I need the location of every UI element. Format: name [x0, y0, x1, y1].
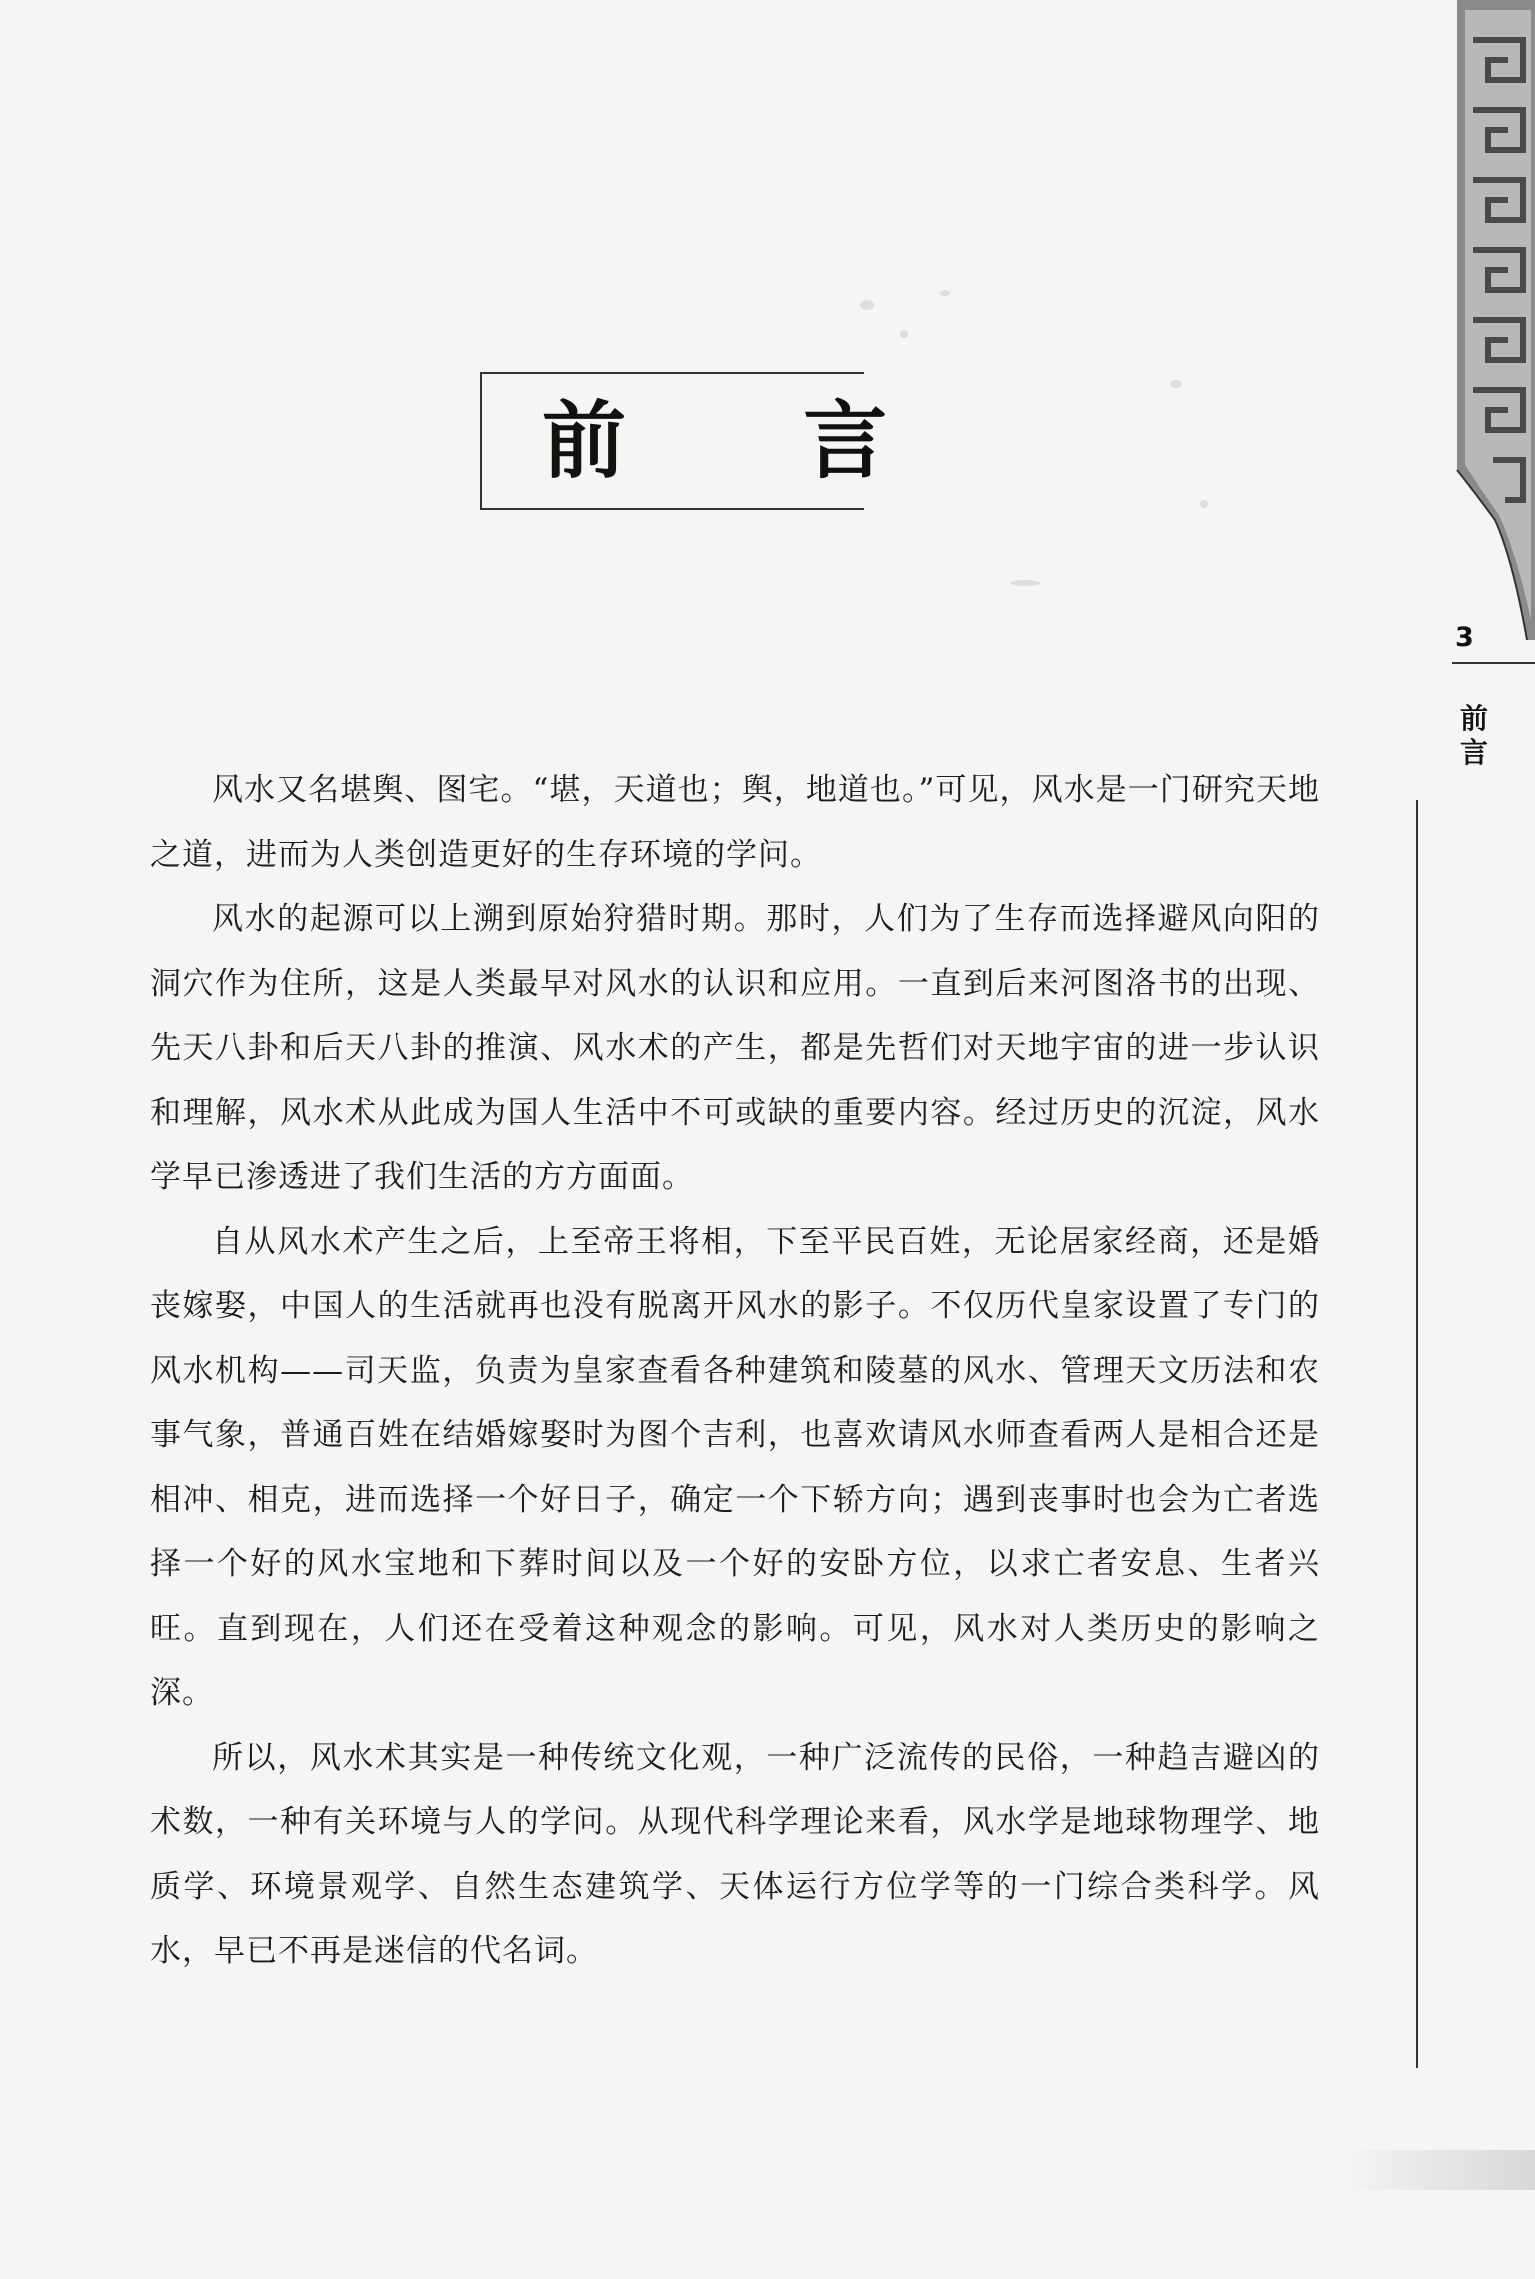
page-number: 3 — [1455, 622, 1474, 653]
paragraph: 自从风水术产生之后，上至帝王将相，下至平民百姓，无论居家经商，还是婚丧嫁娶，中国人的生活就再也没有脱离开风水的影子。不仅历代皇家设置了专门的风水机构——司天监，负责为皇家查看各种建筑和陵墓的风水、管理天文历法和农事气象，普通百姓在结婚嫁娶时为图个吉利，也喜欢请风水师查看两人是相合还是相冲、相克，进而选择一个好日子，确定一个下轿方向；遇到丧事时也会为亡者选择一个好的风水宝地和下葬时间以及一个好的安卧方位，以求亡者安息、生者兴旺。直到现在，人们还在受着这种观念的影响。可见，风水对人类历史的影响之深。 — [150, 1223, 1320, 1711]
scan-shadow — [1340, 2150, 1535, 2190]
paper-speck — [860, 300, 874, 310]
paper-speck — [1010, 580, 1040, 586]
page-title: 前 言 — [542, 391, 962, 490]
paragraph: 风水又名堪舆、图宅。“堪，天道也；舆，地道也。”可见，风水是一门研究天地之道，进而为人类创造更好的生存环境的学问。 — [150, 772, 1320, 873]
body-text — [150, 758, 1320, 1984]
paper-speck — [1170, 380, 1182, 388]
decorative-side-tab — [1443, 0, 1535, 640]
side-vertical-rule — [1416, 800, 1418, 2068]
title-box — [480, 372, 962, 510]
paper-speck — [900, 330, 908, 338]
side-divider — [1452, 662, 1535, 664]
paragraph: 风水的起源可以上溯到原始狩猎时期。那时，人们为了生存而选择避风向阳的洞穴作为住所，这是人类最早对风水的认识和应用。一直到后来河图洛书的出现、先天八卦和后天八卦的推演、风水术的产生，都是先哲们对天地宇宙的进一步认识和理解，风水术从此成为国人生活中不可或缺的重要内容。经过历史的沉淀，风水学早已渗透进了我们生活的方方面面。 — [150, 901, 1320, 1195]
paragraph: 所以，风水术其实是一种传统文化观，一种广泛流传的民俗，一种趋吉避凶的术数，一种有关环境与人的学问。从现代科学理论来看，风水学是地球物理学、地质学、环境景观学、自然生态建筑学、天体运行方位学等的一门综合类科学。风水，早已不再是迷信的代名词。 — [150, 1739, 1320, 1969]
paper-speck — [1200, 500, 1208, 508]
paper-speck — [940, 290, 950, 296]
side-section-label: 前言 — [1459, 702, 1488, 769]
